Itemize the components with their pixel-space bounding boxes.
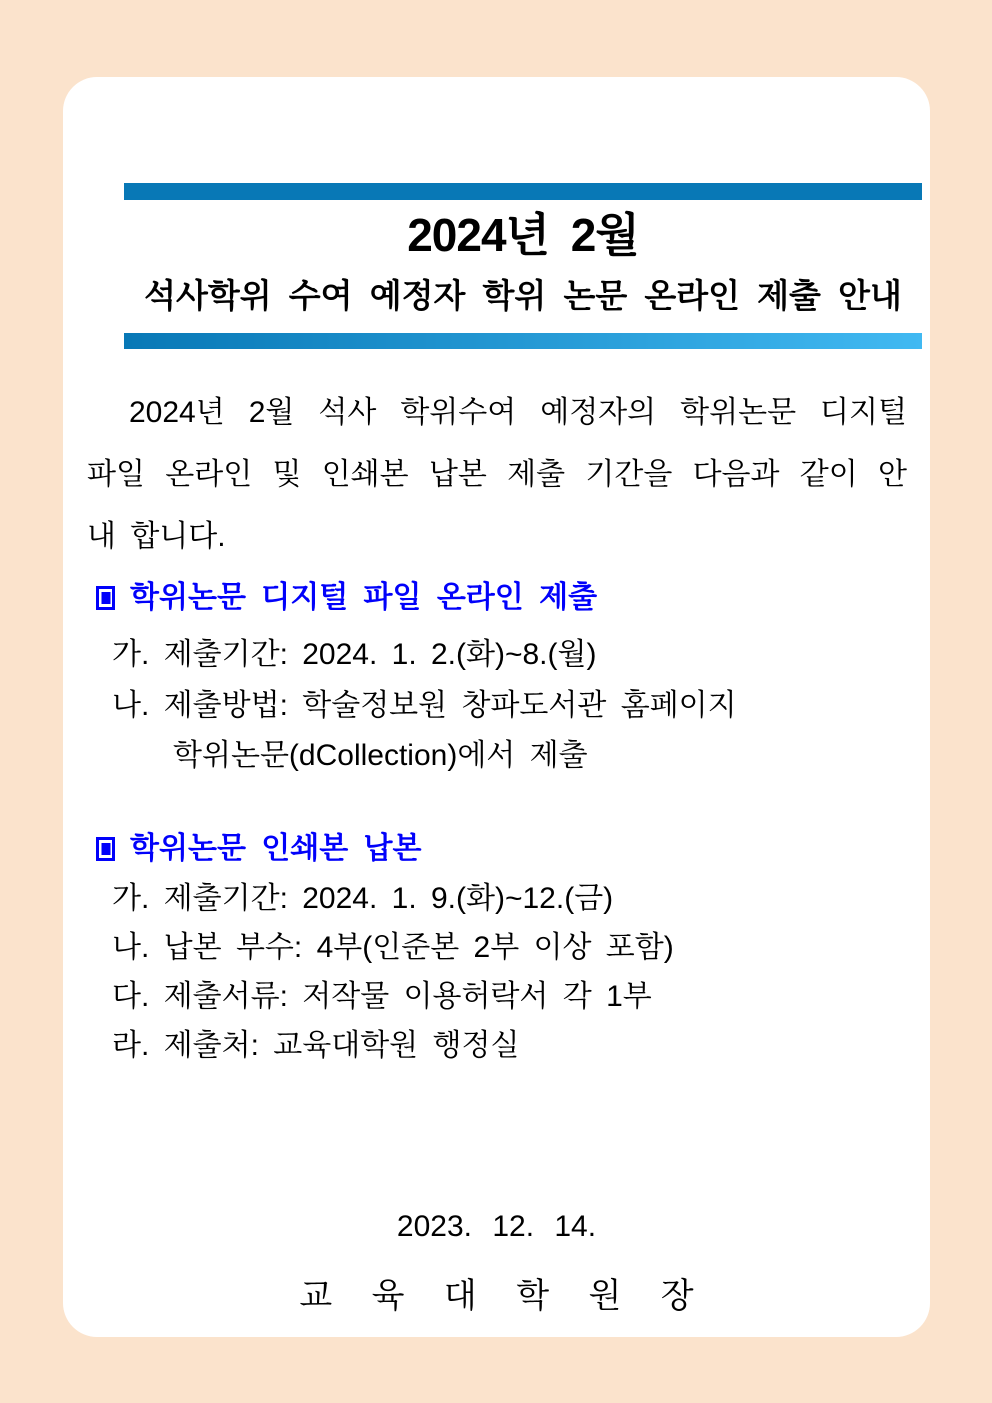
- list-item: 가. 제출기간: 2024. 1. 2.(화)~8.(월): [112, 638, 597, 671]
- square-bullet-inner: [101, 843, 110, 855]
- list-item: 나. 제출방법: 학술정보원 창파도서관 홈페이지: [112, 689, 737, 722]
- notice-signature: 교 육 대 학 원 장: [299, 1277, 694, 1315]
- section-heading-label: 학위논문 인쇄본 납본: [130, 832, 422, 865]
- notice-subtitle: 석사학위 수여 예정자 학위 논문 온라인 제출 안내: [144, 277, 902, 314]
- list-item: 라. 제출처: 교육대학원 행정실: [112, 1029, 520, 1062]
- square-bullet-icon: [96, 586, 115, 610]
- section-print-copy-heading: [96, 831, 422, 867]
- header-top-bar: [124, 183, 922, 200]
- header-gradient-bar: [124, 333, 922, 349]
- section-online-submission-heading: [96, 580, 597, 616]
- list-item-continuation: 학위논문(dCollection)에서 제출: [173, 739, 588, 772]
- intro-line-3: 내 합니다.: [87, 520, 226, 553]
- intro-line-2: 파일 온라인 및 인쇄본 납본 제출 기간을 다음과 같이 안: [87, 458, 907, 491]
- notice-date: 2023. 12. 14.: [396, 1210, 597, 1243]
- list-item: 나. 납본 부수: 4부(인준본 2부 이상 포함): [112, 931, 674, 964]
- list-item: 다. 제출서류: 저작물 이용허락서 각 1부: [112, 980, 652, 1013]
- notice-card: [63, 77, 930, 1337]
- square-bullet-icon: [96, 837, 115, 861]
- square-bullet-inner: [101, 592, 110, 604]
- intro-paragraph: [87, 382, 907, 568]
- section-heading-label: 학위논문 디지털 파일 온라인 제출: [130, 581, 598, 614]
- intro-line-1: 2024년 2월 석사 학위수여 예정자의 학위논문 디지털: [129, 396, 907, 429]
- list-item: 가. 제출기간: 2024. 1. 9.(화)~12.(금): [112, 882, 614, 915]
- notice-title: 2024년 2월: [407, 209, 639, 261]
